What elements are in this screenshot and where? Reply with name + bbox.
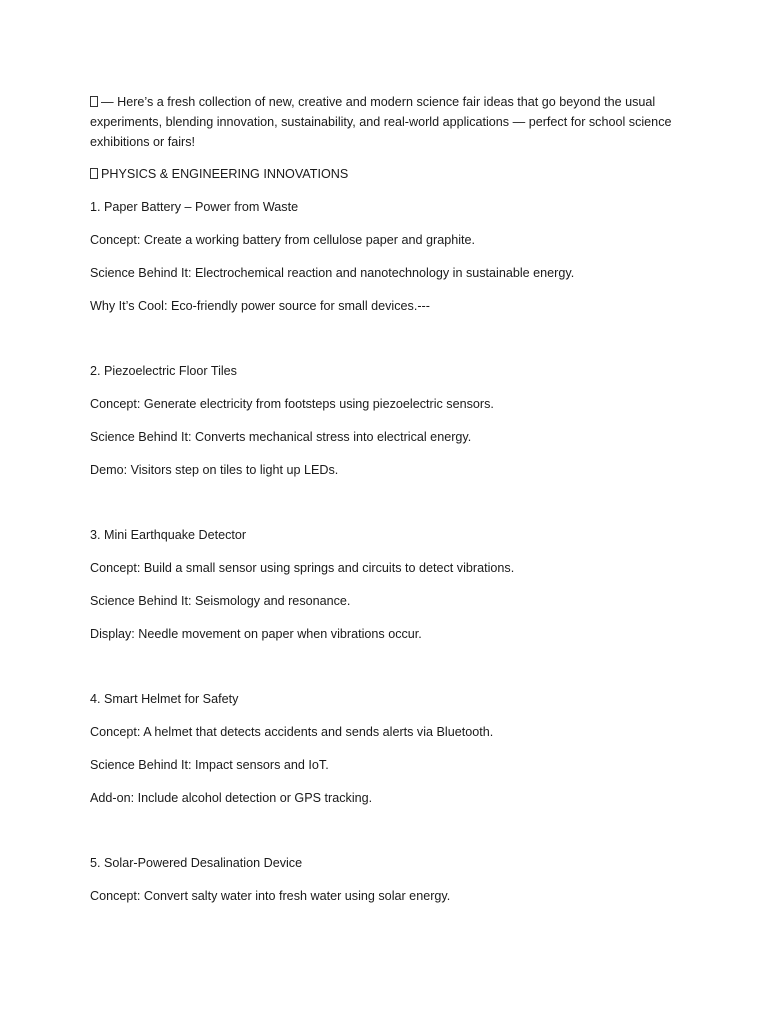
intro-paragraph	[90, 92, 680, 152]
idea-line: Science Behind It: Impact sensors and IoT.	[90, 758, 329, 772]
idea-line: Concept: Build a small sensor using springs and circuits to detect vibrations.	[90, 561, 515, 575]
spacer	[90, 493, 680, 525]
idea-line: Concept: Generate electricity from footsteps using piezoelectric sensors.	[90, 397, 494, 411]
idea-4	[90, 689, 680, 808]
idea-3	[90, 525, 680, 644]
idea-title: 2. Piezoelectric Floor Tiles	[90, 364, 237, 378]
idea-line: Display: Needle movement on paper when vibrations occur.	[90, 627, 422, 641]
document-page	[90, 92, 680, 919]
spacer	[90, 329, 680, 361]
idea-line: Science Behind It: Seismology and resonance.	[90, 594, 351, 608]
section-heading-text: PHYSICS & ENGINEERING INNOVATIONS	[101, 167, 349, 181]
idea-title: 3. Mini Earthquake Detector	[90, 528, 247, 542]
idea-line: Add-on: Include alcohol detection or GPS tracking.	[90, 791, 373, 805]
idea-line: Science Behind It: Converts mechanical stress into electrical energy.	[90, 430, 472, 444]
idea-line: Why It’s Cool: Eco-friendly power source for small devices.---	[90, 299, 430, 313]
idea-line: Science Behind It: Electrochemical reaction and nanotechnology in sustainable energy.	[90, 266, 575, 280]
spacer	[90, 657, 680, 689]
spacer	[90, 821, 680, 853]
idea-5	[90, 853, 680, 906]
idea-title: 4. Smart Helmet for Safety	[90, 692, 239, 706]
intro-text: — Here’s a fresh collection of new, creative and modern science fair ideas that go beyond the usual experiments, blending innovation, sustainability, and real-world applications — perfect for school science exhibitions or fairs!	[90, 95, 672, 149]
idea-1	[90, 197, 680, 316]
missing-glyph-icon	[90, 168, 98, 179]
idea-2	[90, 361, 680, 480]
idea-line: Concept: Create a working battery from cellulose paper and graphite.	[90, 233, 476, 247]
missing-glyph-icon	[90, 96, 98, 107]
idea-line: Concept: Convert salty water into fresh water using solar energy.	[90, 889, 451, 903]
idea-title: 1. Paper Battery – Power from Waste	[90, 200, 299, 214]
idea-line: Demo: Visitors step on tiles to light up LEDs.	[90, 463, 339, 477]
section-heading	[90, 164, 680, 184]
idea-title: 5. Solar-Powered Desalination Device	[90, 856, 303, 870]
idea-line: Concept: A helmet that detects accidents and sends alerts via Bluetooth.	[90, 725, 494, 739]
